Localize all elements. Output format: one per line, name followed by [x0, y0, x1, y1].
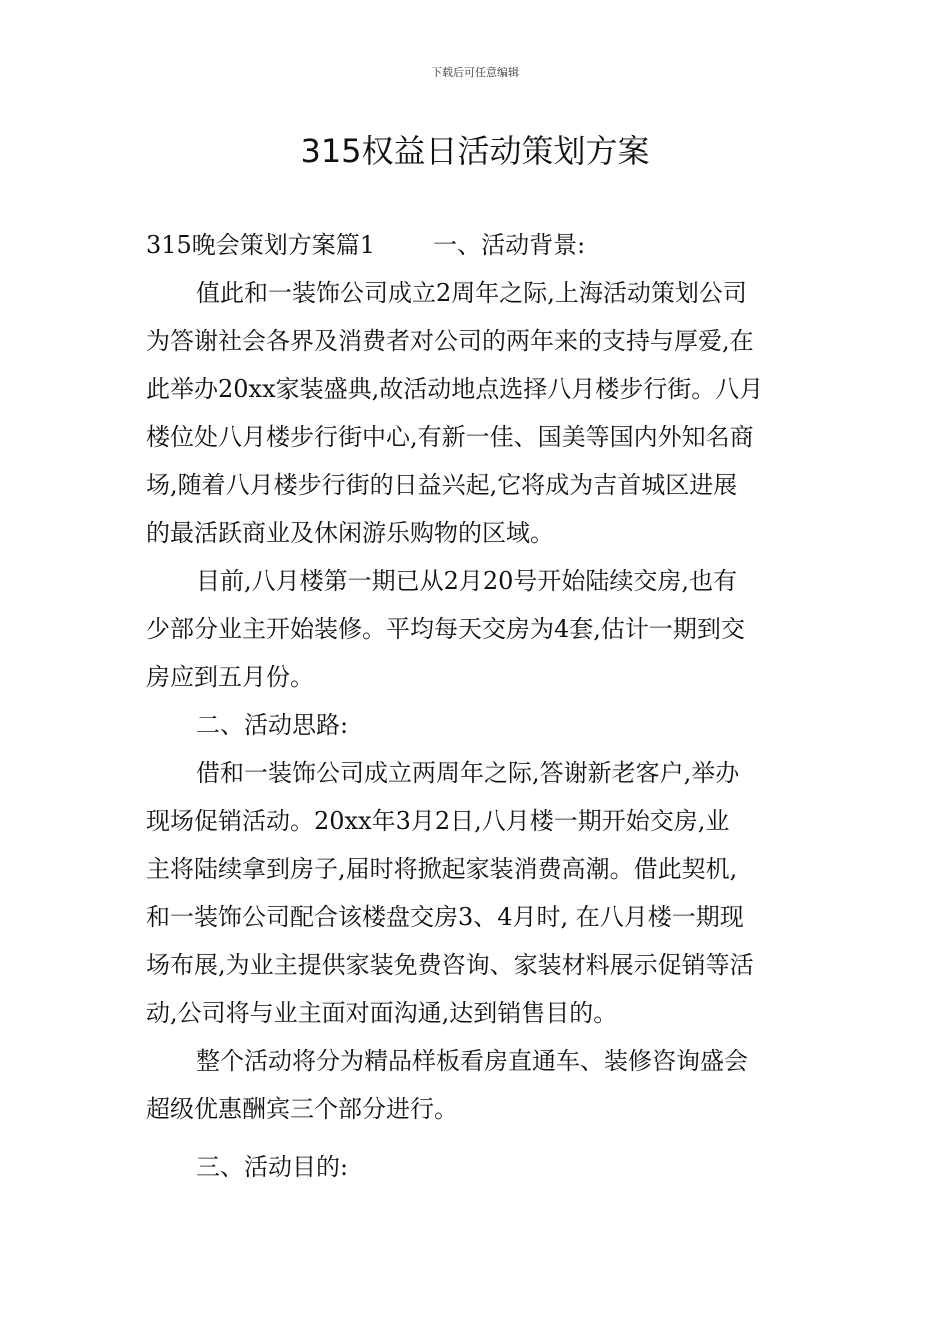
paragraph-line: 场,随着八月楼步行街的日益兴起,它将成为吉首城区进展 [146, 471, 738, 499]
paragraph-line: 此举办20xx家装盛典,故活动地点选择八月楼步行街。八月 [146, 375, 764, 403]
paragraph-line: 动,公司将与业主面对面沟通,达到销售目的。 [146, 999, 618, 1027]
header-note: 下载后可任意编辑 [431, 66, 519, 79]
paragraph-line: 少部分业主开始装修。平均每天交房为4套,估计一期到交 [146, 615, 745, 643]
paragraph-line: 现场促销活动。20xx年3月2日,八月楼一期开始交房,业 [146, 807, 730, 835]
paragraph-line: 目前,八月楼第一期已从2月20号开始陆续交房,也有 [196, 567, 738, 595]
paragraph-line: 场布展,为业主提供家装免费咨询、家装材料展示促销等活 [146, 951, 754, 979]
paragraph-line: 主将陆续拿到房子,届时将掀起家装消费高潮。借此契机, [146, 855, 738, 883]
section-heading-background: 一、活动背景: [433, 231, 586, 259]
paragraph-line: 为答谢社会各界及消费者对公司的两年来的支持与厚爱,在 [146, 327, 754, 355]
paragraph-structure [146, 1044, 806, 1126]
paragraph-line: 借和一装饰公司成立两周年之际,答谢新老客户,举办 [196, 759, 740, 787]
paragraph-line: 和一装饰公司配合该楼盘交房3、4月时, 在八月楼一期现 [146, 903, 744, 931]
paragraph-line: 值此和一装饰公司成立2周年之际,上海活动策划公司 [196, 279, 747, 307]
intro-line [146, 228, 806, 262]
document-body [146, 228, 806, 1184]
paragraph-background [146, 276, 806, 550]
document-title: 315权益日活动策划方案 [300, 132, 650, 170]
paragraph-current-status [146, 564, 806, 694]
paragraph-idea [146, 756, 806, 1030]
section-idea [146, 708, 806, 742]
section-heading-purpose: 三、活动目的: [196, 1153, 349, 1181]
section-heading-idea: 二、活动思路: [196, 711, 349, 739]
paragraph-line: 整个活动将分为精品样板看房直通车、装修咨询盛会 [196, 1047, 748, 1075]
paragraph-line: 的最活跃商业及休闲游乐购物的区域。 [146, 519, 554, 547]
plan-label: 315晚会策划方案篇1 [146, 231, 376, 259]
paragraph-line: 楼位处八月楼步行街中心,有新一佳、国美等国内外知名商 [146, 423, 754, 451]
section-purpose [146, 1150, 806, 1184]
paragraph-line: 超级优惠酬宾三个部分进行。 [146, 1095, 458, 1123]
paragraph-line: 房应到五月份。 [146, 663, 314, 691]
